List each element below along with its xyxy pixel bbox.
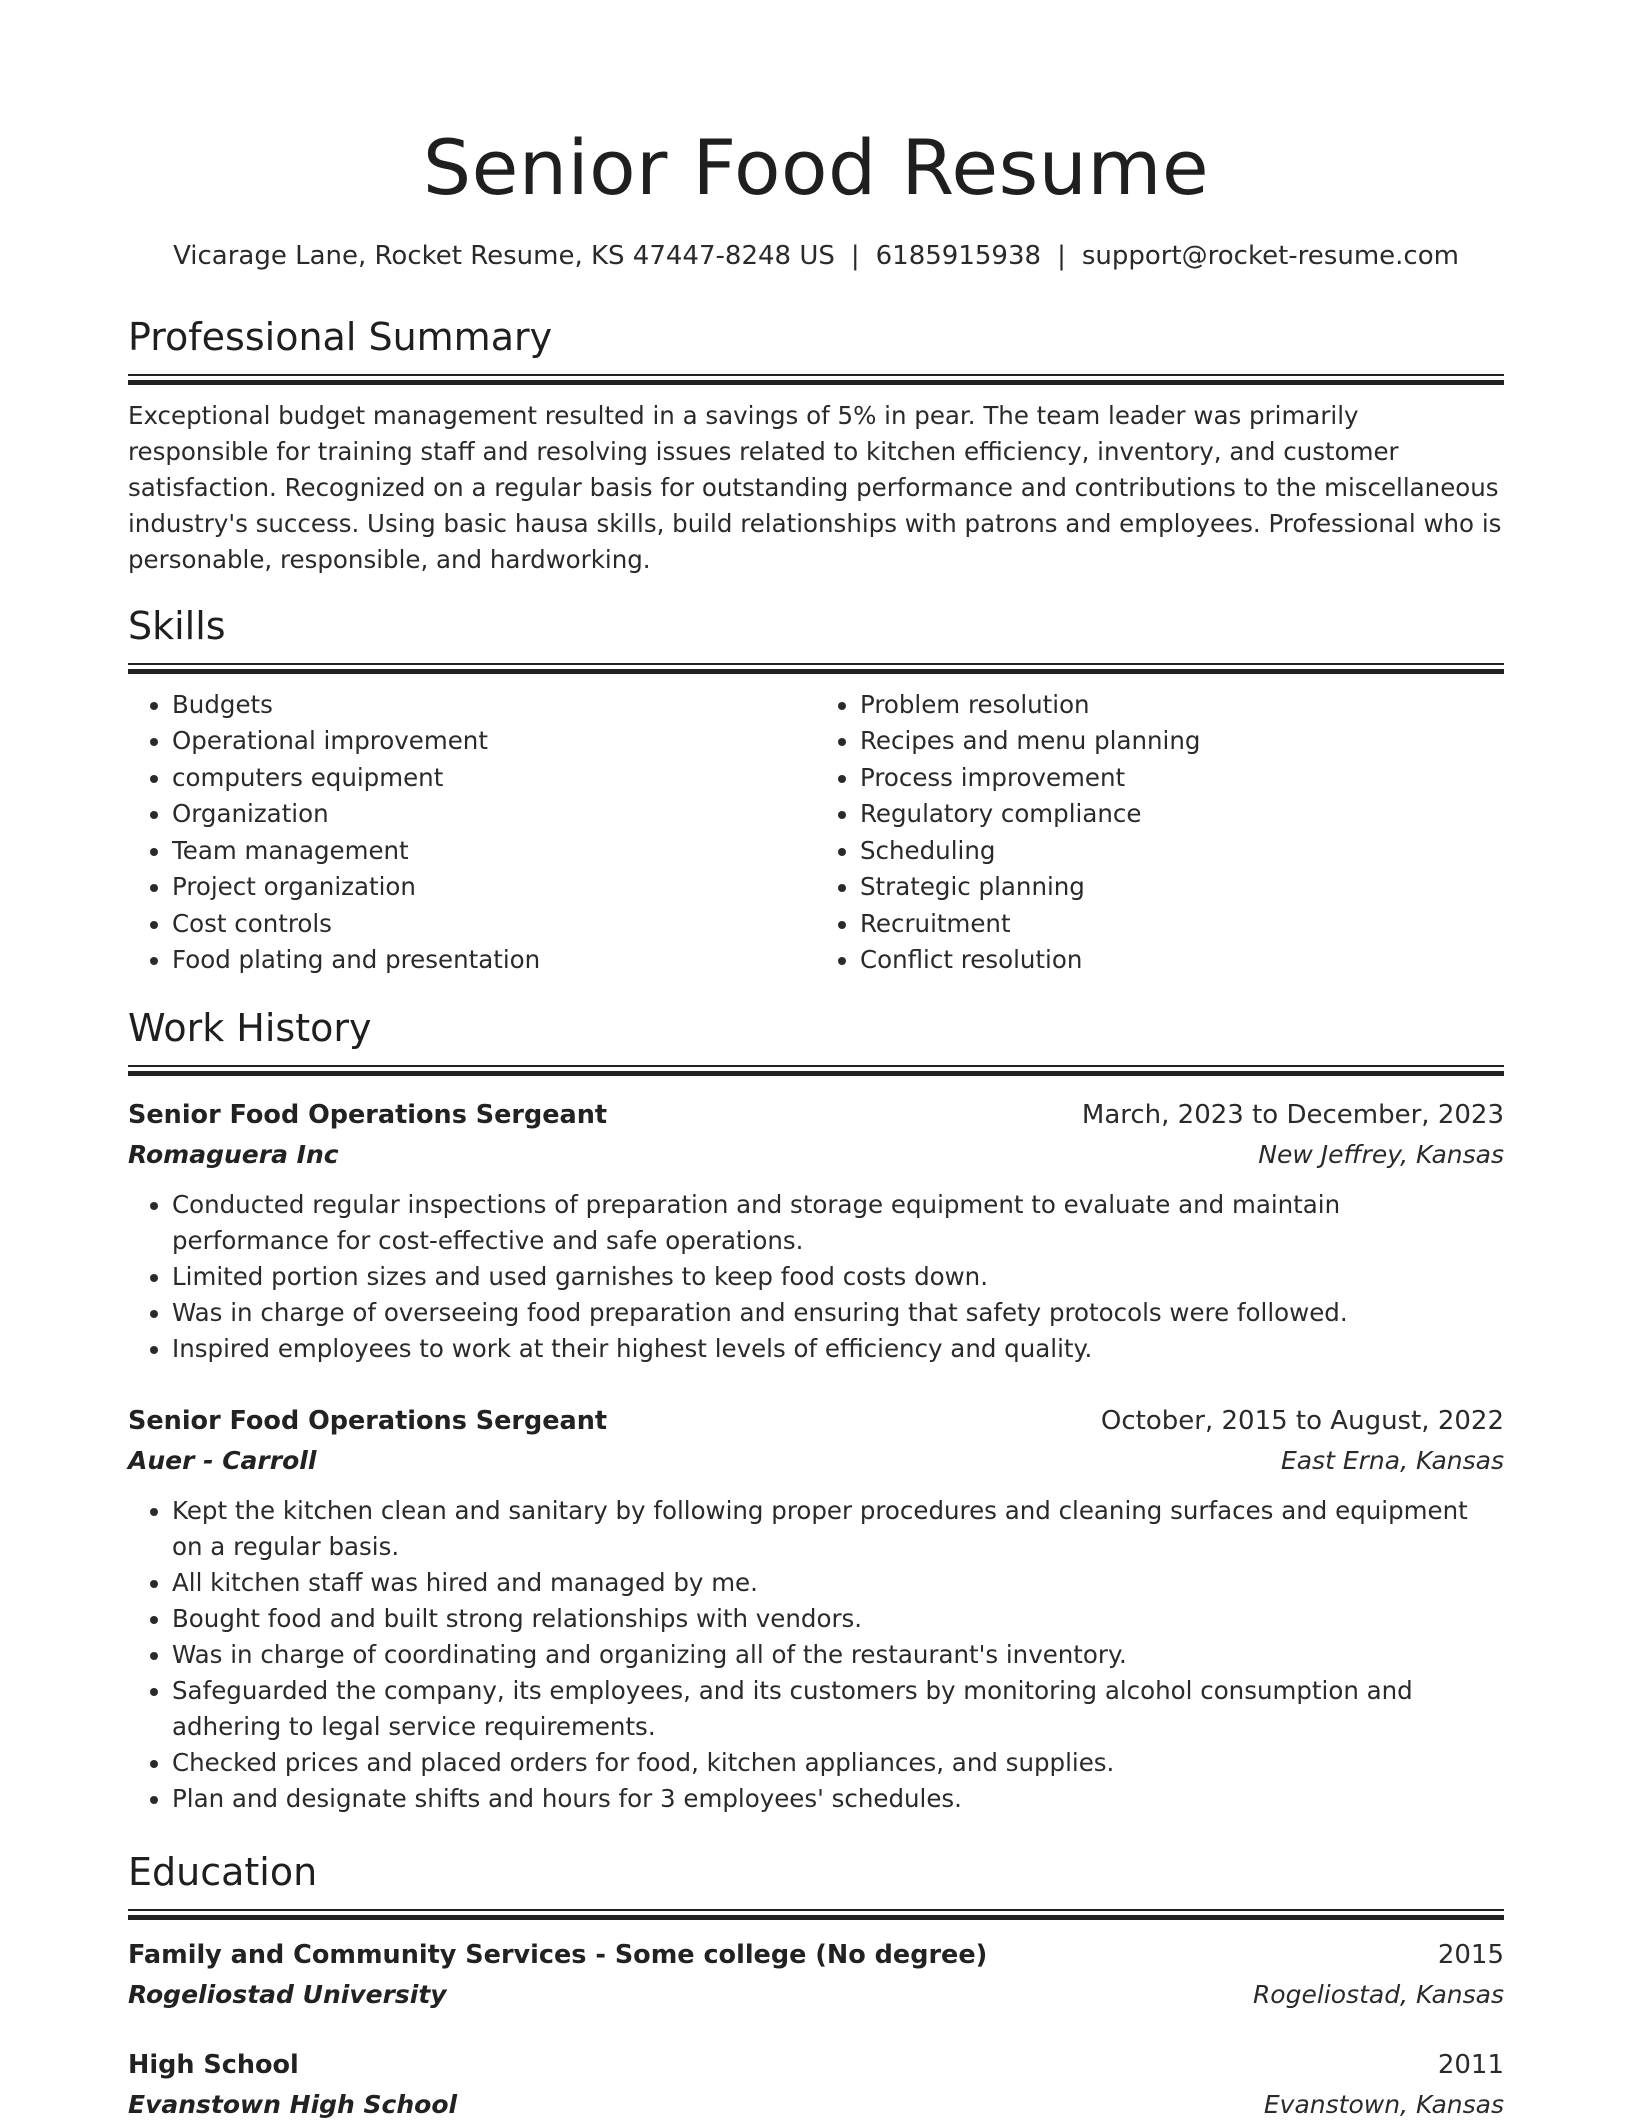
job-title: Senior Food Operations Sergeant	[128, 1099, 608, 1130]
education-location: Evanstown, Kansas	[1263, 2089, 1504, 2119]
job-location: New Jeffrey, Kansas	[1258, 1139, 1504, 1169]
skill-item: • Regulatory compliance	[860, 796, 1504, 833]
section-divider	[128, 1909, 1504, 1919]
job-bullet: • Conducted regular inspections of preparation and storage equipment to evaluate and maintain performance for cost-effective and safe operations.	[172, 1187, 1504, 1259]
job-dates: October, 2015 to August, 2022	[1100, 1405, 1504, 1436]
job-company: Auer - Carroll	[128, 1445, 317, 1475]
skill-item: • Strategic planning	[860, 869, 1504, 906]
skill-item: • Cost controls	[172, 906, 816, 943]
professional-summary-section	[128, 314, 1504, 578]
section-title-skills: Skills	[128, 603, 226, 648]
contact-phone: 6185915938	[875, 241, 1042, 271]
job-bullet: • Checked prices and placed orders for food, kitchen appliances, and supplies.	[172, 1745, 1504, 1781]
education-year: 2015	[1437, 1939, 1504, 1970]
job-dates: March, 2023 to December, 2023	[1081, 1099, 1504, 1130]
education-degree: High School	[128, 2049, 299, 2080]
job-bullet: • All kitchen staff was hired and managed by me.	[172, 1565, 1504, 1601]
education-entry	[128, 1935, 1504, 2015]
skill-item: • Team management	[172, 833, 816, 870]
job-bullet: • Limited portion sizes and used garnishes to keep food costs down.	[172, 1259, 1504, 1295]
skill-item: • Process improvement	[860, 760, 1504, 797]
job-bullets	[128, 1493, 1504, 1817]
skill-item: • Recruitment	[860, 906, 1504, 943]
skill-item: • Operational improvement	[172, 723, 816, 760]
education-school: Evanstown High School	[128, 2089, 458, 2119]
skill-item: • Recipes and menu planning	[860, 723, 1504, 760]
job-bullet: • Plan and designate shifts and hours for 3 employees' schedules.	[172, 1781, 1504, 1817]
education-subheader	[128, 1975, 1504, 2015]
job-location: East Erna, Kansas	[1280, 1445, 1504, 1475]
skill-item: • Problem resolution	[860, 687, 1504, 724]
skill-item: • Budgets	[172, 687, 816, 724]
job-title: Senior Food Operations Sergeant	[128, 1405, 608, 1436]
job-subheader	[128, 1441, 1504, 1481]
skills-list-left	[128, 687, 816, 979]
education-school: Rogeliostad University	[128, 1979, 447, 2009]
skill-item: • Scheduling	[860, 833, 1504, 870]
contact-separator: |	[850, 241, 860, 271]
skill-item: • Food plating and presentation	[172, 942, 816, 979]
resume-title: Senior Food Resume	[422, 123, 1210, 212]
section-title-work-history: Work History	[128, 1005, 372, 1050]
job-bullet: • Inspired employees to work at their highest levels of efficiency and quality.	[172, 1331, 1504, 1367]
contact-email: support@rocket-resume.com	[1081, 241, 1459, 271]
education-section	[128, 1849, 1504, 2125]
contact-address: Vicarage Lane, Rocket Resume, KS 47447-8248 US	[173, 241, 835, 271]
summary-text: Exceptional budget management resulted in a savings of 5% in pear. The team leader was primarily responsible for training staff and resolving issues related to kitchen efficiency, inventory, and customer satisfaction. Recognized on a regular basis for outstanding performance and contributions to the miscellaneous industry's success. Using basic hausa skills, build relationships with patrons and employees. Professional who is personable, responsible, and hardworking.	[128, 401, 1502, 574]
skills-list-right	[816, 687, 1504, 979]
education-location: Rogeliostad, Kansas	[1252, 1979, 1504, 2009]
education-degree: Family and Community Services - Some college (No degree)	[128, 1939, 988, 1970]
job-subheader	[128, 1135, 1504, 1175]
skill-item: • Conflict resolution	[860, 942, 1504, 979]
job-entry	[128, 1401, 1504, 1817]
resume-page	[128, 0, 1504, 2125]
education-subheader	[128, 2085, 1504, 2125]
job-header	[128, 1401, 1504, 1441]
section-divider	[128, 374, 1504, 384]
job-header	[128, 1095, 1504, 1135]
work-history-section	[128, 1005, 1504, 1817]
job-entry	[128, 1095, 1504, 1367]
skill-item: • Project organization	[172, 869, 816, 906]
section-divider	[128, 1065, 1504, 1075]
contact-line	[128, 238, 1504, 274]
contact-separator: |	[1057, 241, 1066, 271]
skills-section	[128, 603, 1504, 979]
job-bullet: • Bought food and built strong relationships with vendors.	[172, 1601, 1504, 1637]
section-divider	[128, 663, 1504, 673]
skill-item: • computers equipment	[172, 760, 816, 797]
education-header	[128, 1935, 1504, 1975]
skill-item: • Organization	[172, 796, 816, 833]
job-bullet: • Safeguarded the company, its employees, and its customers by monitoring alcohol consumption and adhering to legal service requirements.	[172, 1673, 1504, 1745]
education-header	[128, 2045, 1504, 2085]
education-entry	[128, 2045, 1504, 2125]
job-bullet: • Kept the kitchen clean and sanitary by following proper procedures and cleaning surfaces and equipment on a regular basis.	[172, 1493, 1504, 1565]
job-bullet: • Was in charge of coordinating and organizing all of the restaurant's inventory.	[172, 1637, 1504, 1673]
section-title-education: Education	[128, 1849, 318, 1894]
job-company: Romaguera Inc	[128, 1139, 339, 1169]
job-bullets	[128, 1187, 1504, 1367]
education-year: 2011	[1437, 2049, 1504, 2080]
section-title-summary: Professional Summary	[128, 315, 553, 359]
skills-columns	[128, 687, 1504, 979]
job-bullet: • Was in charge of overseeing food preparation and ensuring that safety protocols were followed.	[172, 1295, 1504, 1331]
